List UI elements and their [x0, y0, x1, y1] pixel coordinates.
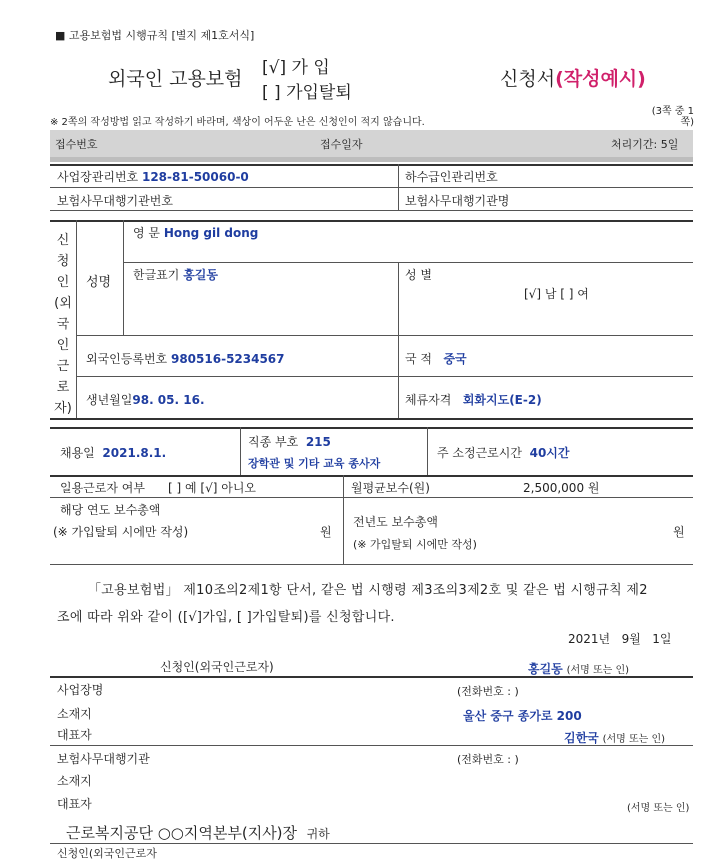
rule — [50, 164, 693, 166]
receipt-bar — [50, 130, 693, 157]
agency-label: 보험사무대행기관 — [57, 752, 150, 766]
applicant-sign-name: 홍길동 — [528, 662, 563, 676]
rule — [50, 564, 693, 565]
page-note: (3쪽 중 1쪽) — [651, 106, 694, 128]
form-title-left: 외국인 고용보험 — [108, 68, 243, 90]
job-name-value: 장학관 및 기타 교육 종사자 — [248, 457, 381, 470]
workplace-address-label: 소재지 — [57, 707, 92, 721]
receipt-bar-bottom — [50, 157, 693, 162]
agency-no-label: 보험사무대행기관번호 — [57, 194, 173, 208]
workplace-phone: (전화번호 : ) — [457, 685, 519, 698]
korean-name-value: 홍길동 — [183, 268, 218, 282]
applicant-section-label: 신청인(외국인근로자) — [54, 233, 72, 416]
weekly-hours-value: 40시간 — [529, 446, 570, 460]
year-pay-label: 해당 연도 보수총액 — [60, 503, 161, 517]
rule — [76, 335, 693, 336]
agency-rep-label: 대표자 — [57, 797, 92, 811]
law-reference: ■ 고용보험법 시행규칙 [별지 제1호서식] — [55, 29, 255, 42]
prev-pay-label: 전년도 보수총액 — [353, 515, 438, 529]
agency-address-label: 소재지 — [57, 774, 92, 788]
receipt-number-label: 접수번호 — [55, 138, 98, 151]
rule — [50, 427, 693, 429]
rule — [50, 187, 693, 188]
hire-date: 채용일 2021.8.1. — [60, 446, 167, 460]
daily-worker-options: [ ] 예 [√] 아니오 — [168, 481, 256, 495]
agency-sign-or-seal: (서명 또는 인) — [627, 803, 690, 814]
rule — [427, 427, 428, 475]
rule — [50, 475, 693, 477]
birth-date: 생년월일98. 05. 16. — [86, 393, 205, 407]
visa-status: 체류자격 회화지도(E-2) — [405, 393, 542, 407]
rule — [50, 745, 693, 746]
name-label: 성명 — [86, 275, 112, 290]
agency-name-label: 보험사무대행기관명 — [405, 194, 510, 208]
workplace-name-label: 사업장명 — [57, 683, 104, 697]
application-date: 2021년 9월 1일 — [568, 632, 672, 646]
workplace-mgmt-no-value: 128-81-50060-0 — [141, 170, 249, 184]
addressee: 근로복지공단 ○○지역본부(지사)장 귀하 — [66, 824, 330, 842]
nationality-value: 중국 — [443, 352, 467, 366]
rule — [343, 475, 344, 564]
rule — [50, 676, 693, 678]
korean-name: 한글표기 홍길동 — [133, 268, 218, 282]
rule — [240, 427, 241, 475]
receipt-date-label: 접수일자 — [320, 138, 363, 151]
option-join: [√] 가 입 — [262, 58, 330, 78]
applicant-sign: 홍길동 (서명 또는 인) — [528, 662, 630, 676]
rule — [50, 220, 693, 222]
workplace-address-value: 울산 중구 종가로 200 — [463, 709, 582, 723]
rule — [76, 376, 693, 377]
rule — [50, 843, 693, 844]
sex-options: [√] 남 [ ] 여 — [524, 287, 589, 301]
rule — [50, 210, 693, 211]
english-name: 영 문 Hong gil dong — [133, 226, 259, 240]
hire-date-value: 2021.8.1. — [102, 446, 167, 460]
footer-cut-label: 신청인(외국인근로자 — [57, 847, 157, 860]
agency-phone: (전화번호 : ) — [457, 753, 519, 766]
example-tag: (작성예시) — [555, 68, 646, 90]
declaration-line-1: 「고용보험법」 제10조의2제1항 단서, 같은 법 시행령 제3조의3제2호 및 같은 법 시행규칙 제2 — [88, 583, 648, 598]
birth-date-value: 98. 05. 16. — [132, 393, 205, 407]
rule — [50, 497, 693, 498]
rule — [50, 418, 693, 420]
monthly-wage-label: 월평균보수(원) — [351, 481, 430, 495]
rule — [123, 220, 124, 335]
prev-pay-note: (※ 가입탈퇴 시에만 작성) — [353, 538, 477, 551]
alien-reg-no-value: 980516-5234567 — [170, 352, 285, 366]
workplace-rep-label: 대표자 — [57, 728, 92, 742]
rule — [398, 164, 399, 210]
english-name-value: Hong gil dong — [163, 226, 259, 240]
prev-pay-unit: 원 — [673, 525, 685, 539]
weekly-hours: 주 소정근로시간 40시간 — [437, 446, 570, 460]
rule — [398, 262, 399, 418]
sex-label: 성 별 — [405, 268, 432, 282]
processing-period: 처리기간: 5일 — [611, 138, 679, 151]
workplace-rep-name: 김한국 — [564, 731, 599, 745]
rule — [76, 220, 77, 418]
declaration-line-2: 조에 따라 위와 같이 ([√]가입, [ ]가입탈퇴)를 신청합니다. — [57, 610, 395, 625]
rule — [123, 262, 693, 263]
instruction-note: ※ 2쪽의 작성방법 읽고 작성하기 바라며, 색상이 어두운 난은 신청인이 적지 않습니다. — [50, 117, 425, 128]
subcontract-mgmt-no-label: 하수급인관리번호 — [405, 170, 498, 184]
alien-reg-no: 외국인등록번호 980516-5234567 — [86, 352, 285, 366]
job-code: 직종 부호 215 — [248, 435, 331, 449]
applicant-sign-label: 신청인(외국인근로자) — [160, 660, 274, 674]
option-leave: [ ] 가입탈퇴 — [262, 83, 352, 103]
job-code-value: 215 — [305, 435, 331, 449]
workplace-rep-sign: 김한국 (서명 또는 인) — [564, 731, 666, 745]
year-pay-note: (※ 가입탈퇴 시에만 작성) — [53, 525, 189, 539]
visa-status-value: 회화지도(E-2) — [462, 393, 542, 407]
nationality: 국 적 중국 — [405, 352, 467, 366]
daily-worker-label: 일용근로자 여부 — [60, 481, 145, 495]
monthly-wage-value: 2,500,000 원 — [523, 481, 600, 495]
workplace-mgmt-no: 사업장관리번호 128-81-50060-0 — [57, 170, 249, 184]
year-pay-unit: 원 — [320, 525, 332, 539]
form-title-right: 신청서(작성예시) — [500, 68, 646, 90]
